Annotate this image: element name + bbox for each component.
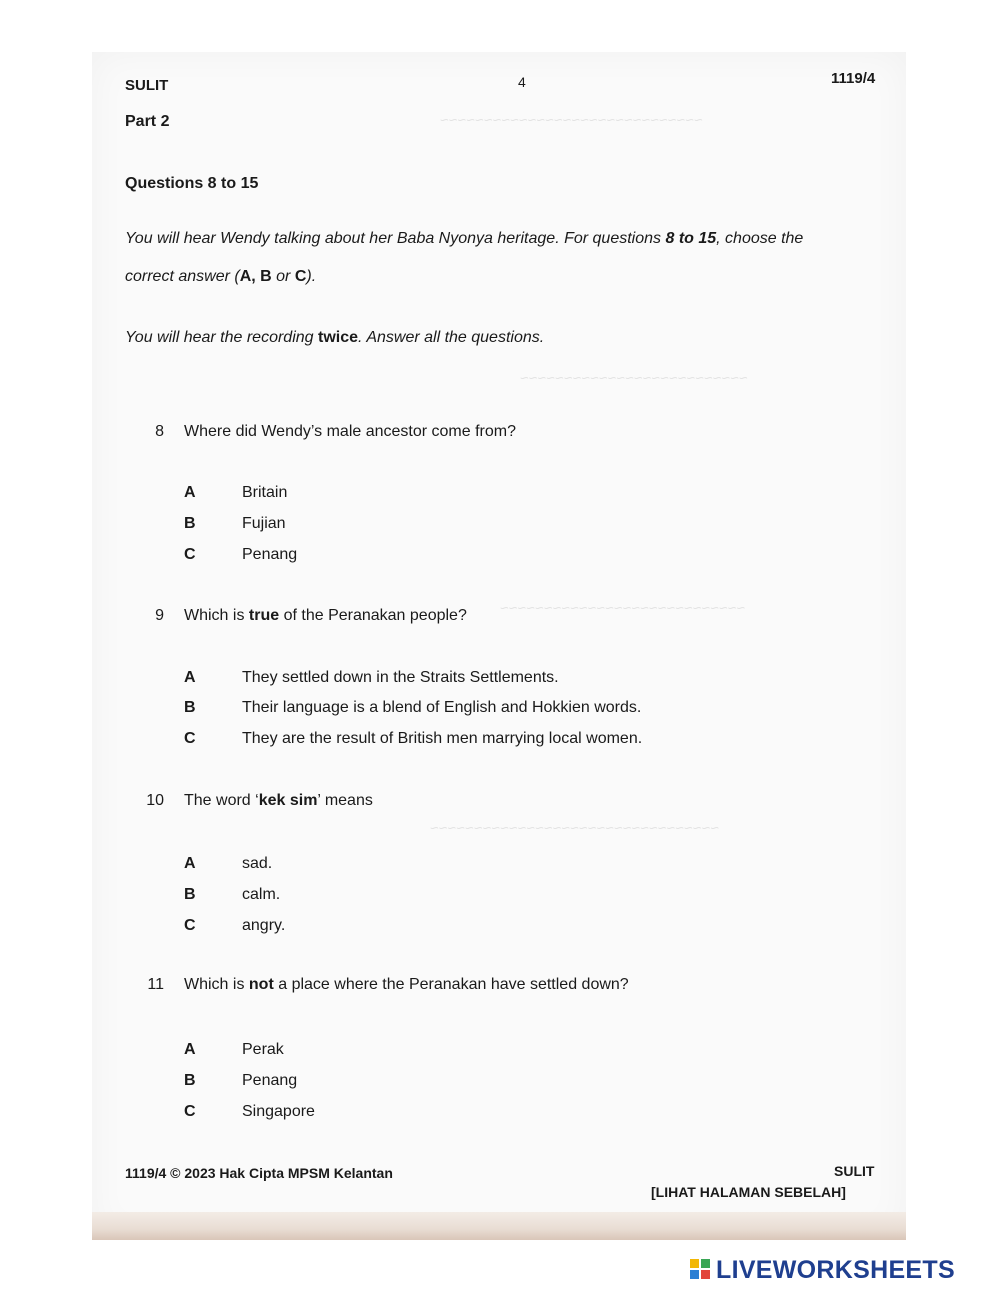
part-title: Part 2 [125, 113, 170, 130]
instruction-line-3: You will hear the recording twice. Answer all the questions. [125, 329, 545, 346]
q9-option-b[interactable]: B Their language is a blend of English and Hokkien words. [184, 699, 642, 716]
q11-option-a[interactable]: A Perak [184, 1041, 284, 1058]
bleed-through: ~~~~~~~~~~~~~~~~~~~~~~~~~~~~~~ [440, 112, 703, 129]
question-10: 10 The word ‘kek sim’ means [146, 792, 373, 809]
liveworksheets-logo-text: LIVEWORKSHEETS [716, 1255, 955, 1284]
instruction-line-1: You will hear Wendy talking about her Baba Nyonya heritage. For questions 8 to 15, choose the [125, 230, 804, 247]
q10-option-b[interactable]: B calm. [184, 886, 281, 903]
paper-code: 1119/4 [831, 70, 876, 87]
q8-option-c[interactable]: C Penang [184, 546, 298, 563]
q10-option-a[interactable]: A sad. [184, 855, 273, 872]
liveworksheets-logo[interactable] [690, 1255, 955, 1285]
q10-option-c[interactable]: C angry. [184, 917, 286, 934]
header-sulit: SULIT [125, 77, 169, 94]
question-8: 8 Where did Wendy’s male ancestor come from? [155, 423, 516, 440]
page-number: 4 [518, 74, 526, 90]
question-11: 11 Which is not a place where the Peranakan have settled down? [147, 976, 629, 993]
q11-option-c[interactable]: C Singapore [184, 1103, 315, 1120]
footer-sulit: SULIT [834, 1163, 875, 1179]
footer-copyright: 1119/4 © 2023 Hak Cipta MPSM Kelantan [125, 1165, 393, 1181]
page-edge [92, 1212, 906, 1240]
footer-next-page: [LIHAT HALAMAN SEBELAH] [651, 1184, 846, 1200]
liveworksheets-logo-icon [690, 1259, 712, 1281]
bleed-through: ~~~~~~~~~~~~~~~~~~~~~~~~~~~~ [500, 600, 746, 617]
q9-option-a[interactable]: A They settled down in the Straits Settlements. [184, 669, 559, 686]
q8-option-b[interactable]: B Fujian [184, 515, 286, 532]
q8-option-a[interactable]: A Britain [184, 484, 288, 501]
q9-option-c[interactable]: C They are the result of British men marrying local women. [184, 730, 643, 747]
q11-option-b[interactable]: B Penang [184, 1072, 298, 1089]
bleed-through: ~~~~~~~~~~~~~~~~~~~~~~~~~~~~~~~~~ [430, 820, 720, 837]
question-9: 9 Which is true of the Peranakan people? [155, 607, 467, 624]
section-title: Questions 8 to 15 [125, 175, 259, 192]
instruction-line-2: correct answer (A, B or C). [125, 268, 317, 285]
bleed-through: ~~~~~~~~~~~~~~~~~~~~~~~~~~ [520, 370, 748, 387]
